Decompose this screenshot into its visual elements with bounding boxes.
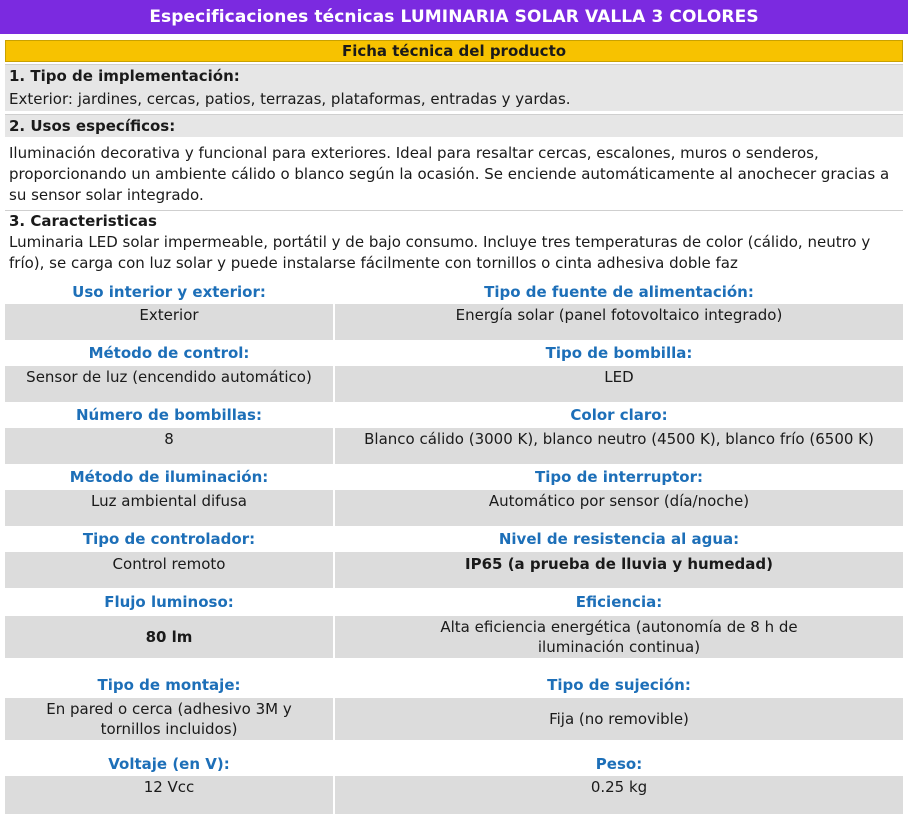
spec-value-row [5,366,903,388]
spec-value-row [5,776,903,798]
spec-value: Automático por sensor (día/noche) [335,490,903,512]
spec-value-row [5,490,903,512]
spec-label: Flujo luminoso: [5,588,333,616]
spec-value: Alta eficiencia energética (autonomía de 8 h de iluminación continua) [335,616,903,658]
spec-label-row [5,464,903,490]
section-uses [5,114,903,205]
page-title: Especificaciones técnicas LUMINARIA SOLAR VALLA 3 COLORES [0,0,908,34]
spec-label: Peso: [335,752,903,776]
spec-label: Tipo de bombilla: [335,340,903,366]
spec-label-row [5,340,903,366]
spec-value: LED [335,366,903,388]
spacer-row [5,512,903,526]
spec-value-row [5,698,903,740]
spec-label: Tipo de montaje: [5,672,333,698]
spec-value-row [5,304,903,326]
spec-label: Método de iluminación: [5,464,333,490]
spec-value: IP65 (a prueba de lluvia y humedad) [335,552,903,576]
section-body: Luminaria LED solar impermeable, portátil y de bajo consumo. Incluye tres temperaturas de color (cálido, neutro y frío), se carga con luz solar y puede instalarse fácilmente con tornillos o cinta adhesiva doble faz [9,233,871,272]
spec-value: 12 Vcc [5,776,333,798]
spec-label: Eficiencia: [335,588,903,616]
spec-label-row [5,752,903,776]
spec-label: Tipo de fuente de alimentación: [335,280,903,304]
section-heading: 3. Caracteristicas [5,210,903,232]
spacer-row [5,740,903,752]
spec-value: Energía solar (panel fotovoltaico integrado) [335,304,903,326]
spec-label: Método de control: [5,340,333,366]
spec-value: 80 lm [5,616,333,658]
section-implementation [5,64,903,111]
spacer-row [5,326,903,340]
spec-label: Voltaje (en V): [5,752,333,776]
spec-label: Tipo de interruptor: [335,464,903,490]
spec-label-row [5,526,903,552]
spacer-row [5,388,903,402]
spec-value: Luz ambiental difusa [5,490,333,512]
spacer-row [5,450,903,464]
spec-label: Nivel de resistencia al agua: [335,526,903,552]
spec-value: 8 [5,428,333,450]
spec-value: En pared o cerca (adhesivo 3M y tornillos incluidos) [5,698,333,740]
section-features [5,210,903,276]
spec-label-row [5,588,903,616]
spec-label: Tipo de controlador: [5,526,333,552]
spec-value-row [5,428,903,450]
spec-label: Uso interior y exterior: [5,280,333,304]
spec-label: Tipo de sujeción: [335,672,903,698]
section-body: Iluminación decorativa y funcional para exteriores. Ideal para resaltar cercas, escalones, muros o senderos, proporcionando un ambiente cálido o blanco según la ocasión. Se enciende automáticamente al anochecer gracias a su sensor solar integrado. [9,144,890,204]
spec-label-row [5,280,903,304]
spec-label: Número de bombillas: [5,402,333,428]
section-subtitle: Ficha técnica del producto [5,40,903,62]
spec-value: Exterior [5,304,333,326]
spacer-row [5,798,903,814]
spec-value: Fija (no removible) [335,698,903,740]
section-heading: 1. Tipo de implementación: [5,64,903,87]
spec-value: Sensor de luz (encendido automático) [5,366,333,388]
spacer-row [5,576,903,588]
section-heading: 2. Usos específicos: [5,114,903,137]
spacer-row [5,658,903,672]
spec-value: 0.25 kg [335,776,903,798]
spec-label: Color claro: [335,402,903,428]
spec-value-row [5,552,903,576]
spec-value: Control remoto [5,552,333,576]
section-body: Exterior: jardines, cercas, patios, terrazas, plataformas, entradas y yardas. [5,87,903,111]
spec-value-row [5,616,903,658]
spec-label-row [5,672,903,698]
spec-label-row [5,402,903,428]
spec-value: Blanco cálido (3000 K), blanco neutro (4500 K), blanco frío (6500 K) [335,428,903,450]
